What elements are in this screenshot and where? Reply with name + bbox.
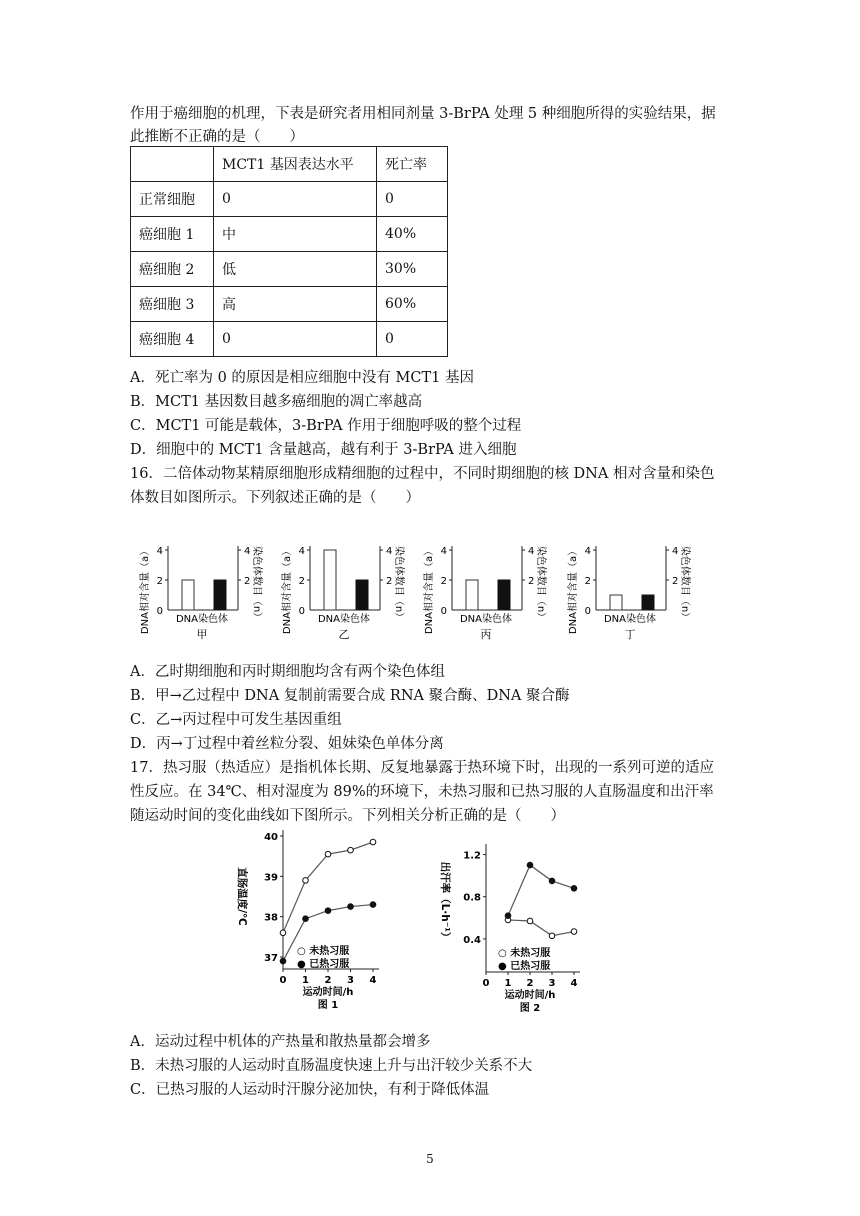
chromosome-bar bbox=[214, 580, 226, 610]
data-point bbox=[571, 929, 577, 935]
panel-name: 乙 bbox=[338, 628, 350, 641]
y-tick-label: 0.4 bbox=[463, 934, 481, 946]
q15-option-b: B．MCT1 基因数目越多癌细胞的凋亡率越高 bbox=[130, 394, 423, 410]
table-header-cell: MCT1 基因表达水平 bbox=[214, 147, 377, 182]
y-axis-label: 直肠温度/℃ bbox=[236, 867, 248, 926]
y-axis-label: 出汗率（L·h⁻¹） bbox=[439, 861, 451, 943]
x-tick-label: 1 bbox=[302, 975, 309, 986]
y-tick-label: 0.8 bbox=[463, 892, 481, 904]
right-axis-label: 染色体数目（n） bbox=[535, 545, 546, 623]
table-cell: 癌细胞 3 bbox=[131, 287, 214, 322]
tick-label: 4 bbox=[672, 546, 679, 557]
q15-option-d: D．细胞中的 MCT1 含量越高，越有利于 3-BrPA 进入细胞 bbox=[130, 442, 517, 458]
q15-option-c: C．MCT1 可能是载体，3-BrPA 作用于细胞呼吸的整个过程 bbox=[130, 418, 522, 434]
right-axis-label: 染色体数目（n） bbox=[393, 545, 404, 623]
dna-bar bbox=[324, 550, 336, 610]
x-tick-label: 4 bbox=[570, 978, 578, 989]
q17-figure-1 bbox=[225, 826, 405, 1021]
page-number: 5 bbox=[426, 1152, 434, 1166]
table-row bbox=[131, 217, 448, 252]
panel-name: 丁 bbox=[624, 628, 636, 641]
tick-label: 2 bbox=[584, 576, 591, 587]
tick-label: 4 bbox=[584, 546, 591, 557]
data-point bbox=[505, 913, 511, 919]
left-axis-label: DNA相对含量（a） bbox=[424, 545, 435, 635]
y-tick-label: 38 bbox=[264, 912, 278, 924]
data-point bbox=[325, 908, 331, 914]
data-point bbox=[549, 878, 555, 884]
table-row bbox=[131, 252, 448, 287]
tick-label: 4 bbox=[440, 546, 447, 557]
tick-label: 4 bbox=[386, 546, 393, 557]
dna-bar bbox=[466, 580, 478, 610]
q17-stem-line2: 性反应。在 34℃、相对湿度为 89%的环境下，未热习服和已热习服的人直肠温度和出汗率 bbox=[130, 784, 714, 800]
data-point bbox=[370, 902, 376, 908]
tick-label: 2 bbox=[386, 576, 393, 587]
q15-intro-line1: 作用于癌细胞的机理，下表是研究者用相同剂量 3-BrPA 处理 5 种细胞所得的实验结果，据 bbox=[130, 106, 716, 122]
data-point bbox=[549, 933, 555, 939]
q16-option-a: A．乙时期细胞和丙时期细胞均含有两个染色体组 bbox=[130, 664, 445, 680]
table-cell: 40% bbox=[377, 217, 448, 252]
y-tick-label: 40 bbox=[264, 832, 278, 843]
table-cell: 高 bbox=[214, 287, 377, 322]
data-point bbox=[280, 958, 286, 964]
q16-panel-1 bbox=[138, 514, 288, 646]
x-tick-label: 2 bbox=[324, 975, 332, 986]
table-cell: 中 bbox=[214, 217, 377, 252]
q15-intro-line2: 此推断不正确的是（ ） bbox=[130, 129, 304, 145]
q16-option-d: D．丙→丁过程中着丝粒分裂、姐妹染色单体分离 bbox=[130, 736, 444, 752]
tick-label: 0 bbox=[584, 606, 591, 617]
table-header-cell bbox=[131, 147, 214, 182]
y-tick-label: 1.2 bbox=[463, 850, 481, 862]
table-row bbox=[131, 147, 448, 182]
figure-caption: 图 1 bbox=[317, 1000, 339, 1011]
right-axis-label: 染色体数目（n） bbox=[679, 545, 690, 623]
table-row bbox=[131, 287, 448, 322]
data-point bbox=[348, 904, 354, 910]
tick-label: 2 bbox=[528, 576, 535, 587]
left-axis-label: DNA相对含量（a） bbox=[568, 545, 579, 635]
table-row bbox=[131, 322, 448, 357]
q16-option-c: C．乙→丙过程中可发生基因重组 bbox=[130, 712, 342, 728]
q17-option-a: A．运动过程中机体的产热量和散热量都会增多 bbox=[130, 1034, 431, 1050]
tick-label: 2 bbox=[298, 576, 305, 587]
tick-label: 0 bbox=[298, 606, 305, 617]
table-cell: 癌细胞 2 bbox=[131, 252, 214, 287]
legend-entry-filled: ● 已热习服 bbox=[297, 959, 350, 970]
q17-figure-2 bbox=[432, 844, 597, 1019]
data-point bbox=[280, 930, 286, 936]
x-category-label: DNA染色体 bbox=[603, 614, 657, 625]
q16-option-b: B．甲→乙过程中 DNA 复制前需要合成 RNA 聚合酶、DNA 聚合酶 bbox=[130, 688, 570, 704]
table-cell: 0 bbox=[214, 182, 377, 217]
chromosome-bar bbox=[498, 580, 510, 610]
legend-entry-filled: ● 已热习服 bbox=[498, 961, 551, 972]
q17-stem-line1: 17．热习服（热适应）是指机体长期、反复地暴露于热环境下时，出现的一系列可逆的适应 bbox=[130, 760, 714, 776]
tick-label: 4 bbox=[298, 546, 305, 557]
legend-entry-open: ○ 未热习服 bbox=[498, 948, 551, 959]
series-line-2 bbox=[508, 865, 574, 916]
dna-bar bbox=[182, 580, 194, 610]
table-cell: 30% bbox=[377, 252, 448, 287]
q15-table bbox=[130, 146, 448, 357]
left-axis-label: DNA相对含量（a） bbox=[282, 545, 293, 635]
y-tick-label: 37 bbox=[264, 953, 278, 964]
data-point bbox=[571, 885, 577, 891]
chromosome-bar bbox=[356, 580, 368, 610]
data-point bbox=[348, 847, 354, 853]
tick-label: 4 bbox=[156, 546, 163, 557]
q17-option-c: C．已热习服的人运动时汗腺分泌加快，有利于降低体温 bbox=[130, 1082, 490, 1098]
table-row bbox=[131, 182, 448, 217]
tick-label: 2 bbox=[244, 576, 251, 587]
x-category-label: DNA染色体 bbox=[175, 614, 229, 625]
table-cell: 癌细胞 4 bbox=[131, 322, 214, 357]
series-line-1 bbox=[508, 920, 574, 936]
table-cell: 癌细胞 1 bbox=[131, 217, 214, 252]
data-point bbox=[527, 918, 533, 924]
x-axis-label: 运动时间/h bbox=[302, 987, 354, 998]
dna-bar bbox=[610, 595, 622, 610]
x-tick-label: 0 bbox=[482, 978, 490, 989]
data-point bbox=[370, 839, 376, 845]
q17-option-b: B．未热习服的人运动时直肠温度快速上升与出汗较少关系不大 bbox=[130, 1058, 533, 1074]
x-tick-label: 2 bbox=[526, 978, 534, 989]
table-header-cell: 死亡率 bbox=[377, 147, 448, 182]
tick-label: 2 bbox=[156, 576, 163, 587]
x-category-label: DNA染色体 bbox=[317, 614, 371, 625]
table-cell: 0 bbox=[377, 322, 448, 357]
q16-stem-line2: 体数目如图所示。下列叙述正确的是（ ） bbox=[130, 490, 420, 506]
tick-label: 4 bbox=[244, 546, 251, 557]
x-tick-label: 4 bbox=[369, 975, 377, 986]
tick-label: 0 bbox=[440, 606, 447, 617]
q17-stem-line3: 随运动时间的变化曲线如下图所示。下列相关分析正确的是（ ） bbox=[130, 808, 565, 824]
tick-label: 4 bbox=[528, 546, 535, 557]
left-axis-label: DNA相对含量（a） bbox=[140, 545, 151, 635]
data-point bbox=[527, 862, 533, 868]
tick-label: 2 bbox=[672, 576, 679, 587]
x-tick-label: 0 bbox=[279, 975, 287, 986]
x-tick-label: 3 bbox=[548, 978, 556, 989]
q16-stem-line1: 16．二倍体动物某精原细胞形成精细胞的过程中，不同时期细胞的核 DNA 相对含量和染色 bbox=[130, 466, 715, 482]
data-point bbox=[325, 851, 331, 857]
figure-caption: 图 2 bbox=[519, 1003, 541, 1014]
table-cell: 正常细胞 bbox=[131, 182, 214, 217]
data-point bbox=[303, 916, 309, 922]
panel-name: 丙 bbox=[480, 628, 492, 641]
legend-entry-open: ○ 未热习服 bbox=[297, 946, 350, 957]
tick-label: 0 bbox=[156, 606, 163, 617]
x-axis-label: 运动时间/h bbox=[504, 990, 556, 1001]
x-category-label: DNA染色体 bbox=[459, 614, 513, 625]
q16-panel-4 bbox=[566, 514, 716, 646]
x-tick-label: 1 bbox=[504, 978, 512, 989]
right-axis-label: 染色体数目（n） bbox=[251, 545, 262, 623]
q15-option-a: A．死亡率为 0 的原因是相应细胞中没有 MCT1 基因 bbox=[130, 370, 474, 386]
q16-panel-2 bbox=[280, 514, 430, 646]
table-cell: 60% bbox=[377, 287, 448, 322]
table-cell: 0 bbox=[214, 322, 377, 357]
q16-panel-3 bbox=[422, 514, 572, 646]
table-cell: 0 bbox=[377, 182, 448, 217]
x-tick-label: 3 bbox=[347, 975, 354, 986]
chromosome-bar bbox=[642, 595, 654, 610]
table-cell: 低 bbox=[214, 252, 377, 287]
data-point bbox=[303, 878, 309, 884]
tick-label: 2 bbox=[440, 576, 447, 587]
panel-name: 甲 bbox=[196, 628, 208, 641]
y-tick-label: 39 bbox=[264, 872, 278, 884]
